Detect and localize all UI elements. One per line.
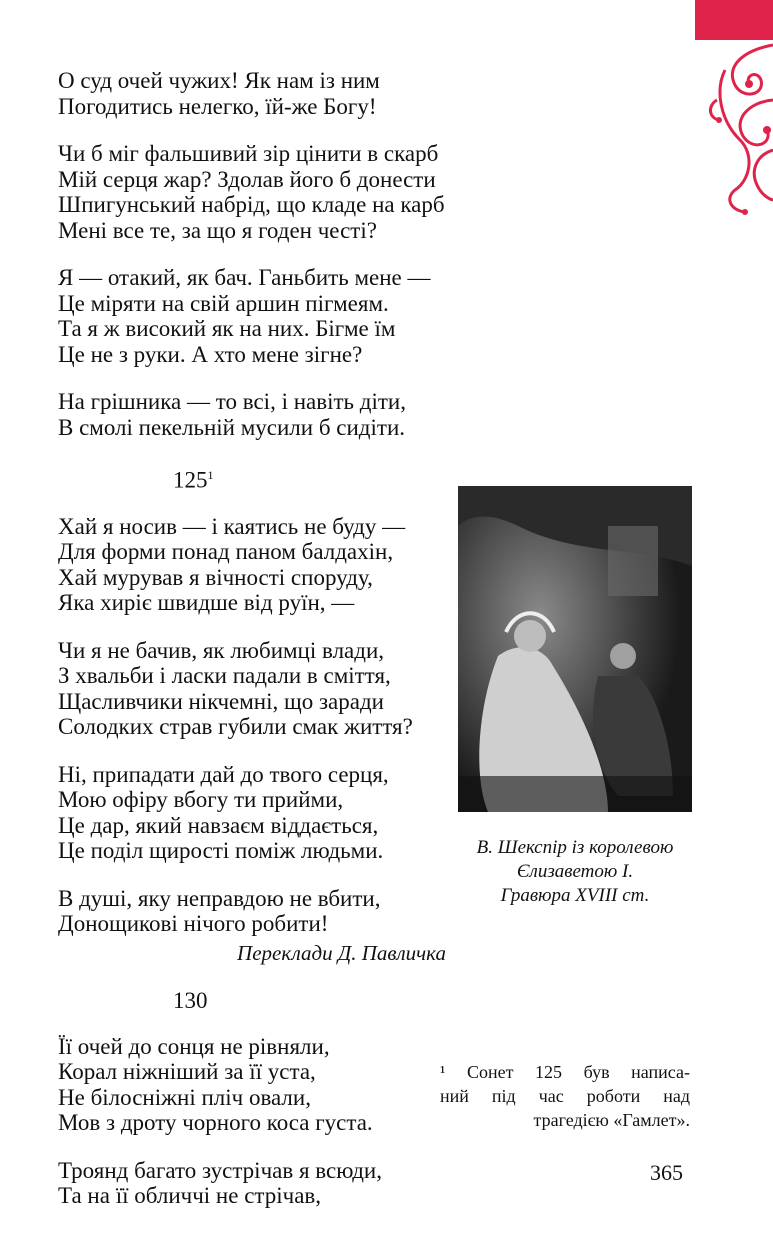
poem-line: Солодких страв губили смак життя? — [58, 714, 413, 740]
sonnet-number: $125^1$ — [173, 467, 214, 493]
poem-line: Для форми понад паном балдахін, — [58, 539, 394, 565]
poem-line: О суд очей чужих! Як нам із ним — [58, 68, 380, 93]
poem-line: Це не з руки. А хто мене зігне? — [58, 341, 363, 367]
poem-line: Шпигунський набрід, що кладе на карб — [58, 192, 445, 217]
footnote-line: трагедією «Гамлет». — [533, 1110, 690, 1130]
sonnet-number: 130 — [173, 987, 208, 1013]
poem-line: Ні, припадати дай до твого серця, — [58, 761, 389, 787]
poem-line: Її очей до сонця не рівняли, — [58, 1033, 330, 1059]
engraving-image — [458, 486, 692, 812]
translator-credit: Переклади Д. Павличка — [237, 940, 446, 965]
stanza — [58, 638, 458, 740]
caption-line: Гравюра XVIII ст. — [500, 885, 650, 906]
stanza — [58, 762, 458, 864]
poem-line: В душі, яку неправдою не вбити, — [58, 885, 381, 911]
poem-line: Погодитись нелегко, їй-же Богу! — [58, 93, 377, 119]
stanzas-group-c — [58, 1034, 458, 1209]
poem-line: Та на її обличчі не стрічав, — [58, 1183, 322, 1209]
poem-line: Я — отакий, як бач. Ганьбить мене — — [58, 265, 431, 290]
poem-line: Мій серця жар? Здолав його б донести — [58, 166, 436, 192]
poem-line: Троянд багато зустрічав я всюди, — [58, 1157, 382, 1183]
stanza — [58, 514, 458, 616]
stanza — [58, 1158, 458, 1209]
poem-line: Яка хиріє швидше від руїн, — — [58, 590, 355, 616]
poem-line: З хвальби і ласки падали в сміття, — [58, 663, 391, 689]
stanza — [58, 141, 458, 243]
poem-line: Корал ніжніший за її уста, — [58, 1059, 316, 1085]
stanzas-group-a — [58, 68, 458, 440]
poem-line: Донощикові нічого робити! — [58, 911, 329, 937]
stanza — [58, 265, 458, 367]
poem-line: Хай мурував я вічності споруду, — [58, 564, 373, 590]
poem-line: Мою офіру вбогу ти прийми, — [58, 787, 344, 813]
caption-line: В. Шекспір із королевою — [476, 837, 674, 858]
poem-line: В смолі пекельній мусили б сидіти. — [58, 414, 405, 440]
image-caption — [448, 836, 702, 908]
poem-line: Це дар, який навзаєм віддається, — [58, 812, 379, 838]
poem-line: Мені все те, за що я годен честі? — [58, 217, 377, 243]
footnote-line: ¹ Сонет 125 був написа- — [440, 1062, 690, 1082]
floral-ornament-icon — [695, 40, 773, 215]
footnote — [440, 1060, 690, 1132]
poem-line: Та я ж високий як на них. Бігме їм — [58, 316, 396, 341]
poem-line: Це міряти на свій аршин пігмеям. — [58, 290, 389, 316]
poem-line: На грішника — то всі, і навіть діти, — [58, 389, 406, 414]
stanza — [58, 1034, 458, 1136]
red-corner-tab — [695, 0, 773, 40]
stanza — [58, 886, 458, 937]
poem-line: Не білосніжні пліч овали, — [58, 1084, 311, 1110]
caption-line: Єлизаветою І. — [516, 861, 634, 882]
page-number: 365 — [650, 1160, 683, 1185]
stanza — [58, 389, 458, 440]
footnote-marker: 1 — [207, 468, 214, 482]
poem-line: Хай я носив — і каятись не буду — — [58, 513, 406, 539]
poem-line: Щасливчики нікчемні, що заради — [58, 688, 384, 714]
poem-line: Мов з дроту чорного коса густа. — [58, 1110, 373, 1136]
poem-line: Чи б міг фальшивий зір цінити в скарб — [58, 141, 439, 166]
stanzas-group-b — [58, 514, 458, 937]
poem-line: Чи я не бачив, як любимці влади, — [58, 637, 385, 663]
poem-line: Це поділ щирості поміж людьми. — [58, 838, 384, 864]
poem-column — [58, 68, 458, 1231]
footnote-line: ний під час роботи над — [440, 1086, 690, 1106]
stanza — [58, 68, 458, 119]
